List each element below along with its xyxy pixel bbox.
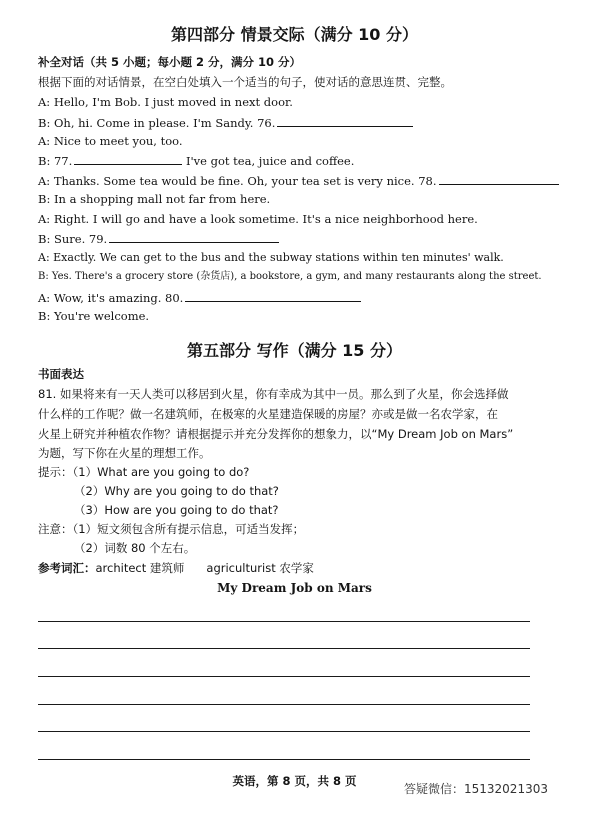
part5-title: 第五部分 写作（满分 15 分） [187,341,402,360]
writing-line[interactable] [38,676,530,677]
answer-blank-78[interactable] [439,173,559,185]
essay-title: My Dream Job on Mars [217,581,372,595]
writing-line[interactable] [38,621,530,622]
prompt-line-4: 为题，写下你在火星的理想工作。 [38,446,211,460]
dialogue-line-9: A: Exactly. We can get to the bus and the subway stations within ten minutes' walk. [38,251,504,264]
part4-title: 第四部分 情景交际（满分 10 分） [171,25,418,44]
part4-instruction: 根据下面的对话情景，在空白处填入一个适当的句子，使对话的意思连贯、完整。 [38,75,452,89]
answer-blank-77[interactable] [74,153,182,165]
dialogue-line-4 [38,153,354,168]
dialogue-line-8 [38,231,279,246]
dialogue-line-12: B: You're welcome. [38,309,150,323]
hint-2: （2）Why are you going to do that? [74,484,279,498]
dialogue-line-10: B: Yes. There's a grocery store (杂货店), a bookstore, a gym, and many restaurants along the street. [38,271,542,282]
dialogue-line-2 [38,115,413,130]
dialogue-line-5-text: A: Thanks. Some tea would be fine. Oh, your tea set is very nice. 78. [38,174,437,188]
writing-line[interactable] [38,731,530,732]
dialogue-line-11 [38,290,361,305]
prompt-line-3: 火星上研究并种植农作物？请根据提示并充分发挥你的想象力，以“My Dream Job on Mars” [38,427,514,441]
note-2: （2）词数 80 个左右。 [74,541,196,555]
dialogue-line-2-text: B: Oh, hi. Come in please. I'm Sandy. 76. [38,116,276,130]
dialogue-line-6: B: In a shopping mall not far from here. [38,192,271,206]
notes-label: 注意： [38,522,73,536]
vocab-item-2: agriculturist 农学家 [206,561,314,575]
answer-blank-79[interactable] [109,231,279,243]
writing-line[interactable] [38,648,530,649]
dialogue-line-4-text: B: 77. [38,154,73,168]
dialogue-line-3: A: Nice to meet you, too. [38,134,183,148]
hint-1: （1）What are you going to do? [72,465,250,479]
dialogue-line-4-tail: I've got tea, juice and coffee. [185,154,355,168]
answer-blank-80[interactable] [185,290,361,302]
note-1: （1）短文须包含所有提示信息，可适当发挥； [72,522,305,536]
contact-watermark: 答疑微信：15132021303 [404,782,548,796]
prompt-line-1: 81. 如果将来有一天人类可以移居到火星，你有幸成为其中一员。那么到了火星，你会选择做 [38,387,509,401]
hint-3: （3）How are you going to do that? [74,503,279,517]
dialogue-line-11-text: A: Wow, it's amazing. 80. [38,291,184,305]
writing-line[interactable] [38,704,530,705]
dialogue-line-1: A: Hello, I'm Bob. I just moved in next door. [38,95,293,109]
answer-blank-76[interactable] [277,115,413,127]
dialogue-line-5 [38,173,559,188]
dialogue-line-7: A: Right. I will go and have a look sometime. It's a nice neighborhood here. [38,212,478,226]
hints-label: 提示： [38,465,73,479]
notes-row-1 [38,522,304,536]
vocab-item-1: architect 建筑师 [95,561,185,575]
vocab-label: 参考词汇： [38,561,96,575]
part5-subtitle: 书面表达 [38,367,84,381]
dialogue-line-8-text: B: Sure. 79. [38,232,108,246]
page-footer: 英语，第 8 页，共 8 页 [232,774,357,788]
part4-subtitle: 补全对话（共 5 小题；每小题 2 分，满分 10 分） [38,55,302,69]
vocab-row [38,561,314,575]
writing-line[interactable] [38,759,530,760]
prompt-line-2: 什么样的工作呢？做一名建筑师，在极寒的火星建造保暖的房屋？亦或是做一名农学家，在 [38,407,498,421]
hints-row-1 [38,465,249,479]
